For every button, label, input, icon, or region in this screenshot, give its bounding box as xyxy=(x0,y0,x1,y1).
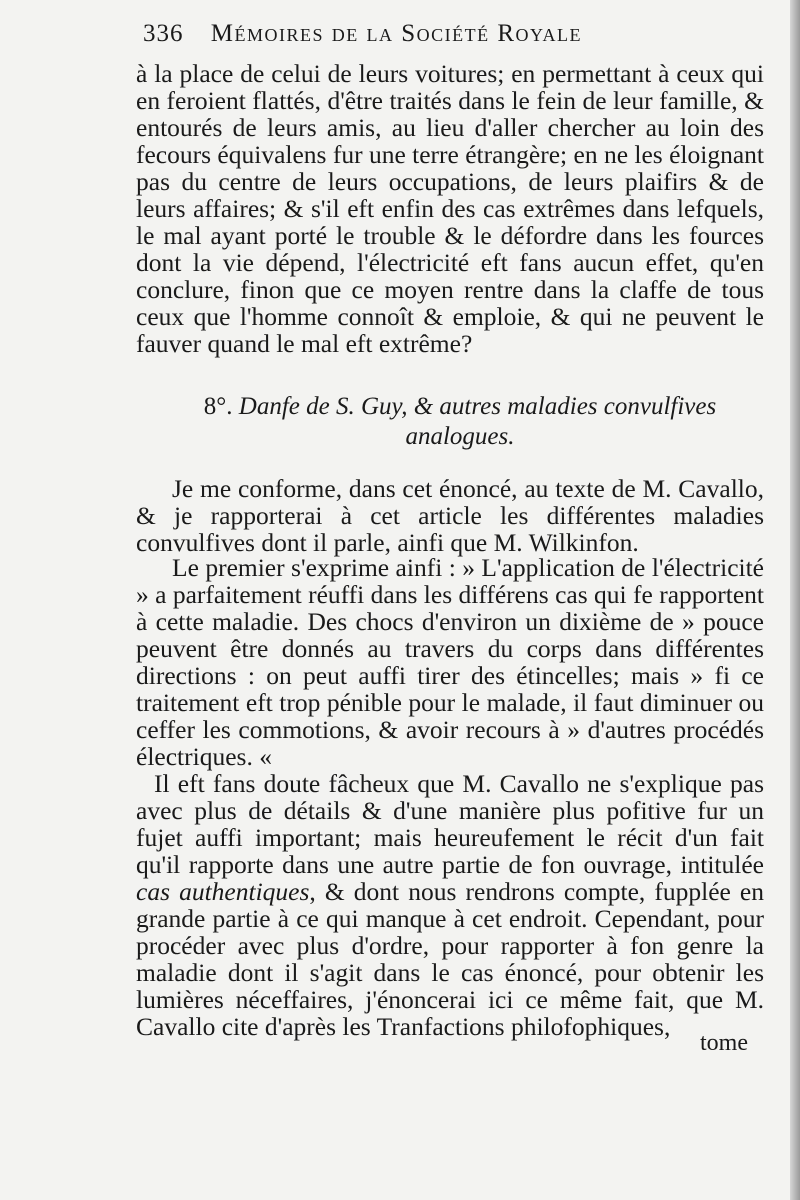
section-number: 8°. xyxy=(203,393,233,420)
page-edge-shadow xyxy=(790,0,800,1200)
paragraph-intro: Je me conforme, dans cet énoncé, au texte de M. Cavallo, & je rapporterai à cet article les différentes maladies convulfives dont il parle, ainfi que M. Wilkinfon. xyxy=(136,474,764,557)
paragraph-quotation: Le premier s'exprime ainfi : » L'application de l'électricité » a parfaitement réuffi dans les différens cas qui fe rapportent à cette maladie. Des chocs d'environ un dixième de » pouce peuvent être donnés au travers du corps dans différentes directions : on peut auffi tirer des étincelles; mais » fi ce traitement eft trop pénible pour le malade, il faut diminuer ou ceffer les commotions, & avoir recours à » d'autres procédés électriques. « xyxy=(136,553,764,771)
page-number: 336 xyxy=(143,20,184,47)
paragraph-commentary-part-1: Il eft fans doute fâcheux que M. Cavallo ne s'explique pas avec plus de détails & d'une manière plus pofitive fur un fujet auffi important; mais heureufement le récit d'un fait qu'il rapporte dans une autre partie de fon ouvrage, intitulée xyxy=(136,769,764,879)
paragraph-commentary-part-2: , & dont nous rendrons compte, fupplée en grande partie à ce qui manque à cet endroit. Cependant, pour procéder avec plus d'ordre, pour rapporter à fon genre la maladie dont il s'agit dans le cas énoncé, pour obtenir les lumières néceffaires, j'énoncerai ici ce même fait, que M. Cavallo cite d'après les Tranfactions philofophiques, xyxy=(136,877,764,1041)
section-heading xyxy=(160,392,760,452)
catchword: tome xyxy=(700,1030,748,1056)
paragraph-commentary xyxy=(136,770,764,1040)
paragraph-continuation: à la place de celui de leurs voitures; en permettant à ceux qui en feroient flattés, d'être traités dans le fein de leur famille, & entourés de leurs amis, au lieu d'aller chercher au loin des fecours équivalens fur une terre étrangère; en ne les éloignant pas du centre de leurs occupations, de leurs plaifirs & de leurs affaires; & s'il eft enfin des cas extrêmes dans lefquels, le mal ayant porté le trouble & le défordre dans les fources dont la vie dépend, l'électricité eft fans aucun effet, qu'en conclure, finon que ce moyen rentre dans la claffe de tous ceux que l'homme connoît & emploie, & qui ne peuvent le fauver quand le mal eft extrême? xyxy=(136,59,764,358)
paragraph-commentary-italic: cas authentiques xyxy=(136,877,310,906)
running-title: Mémoires de la Société Royale xyxy=(210,20,583,47)
section-title: Danfe de S. Guy, & autres maladies convulfives analogues. xyxy=(238,393,717,450)
running-head xyxy=(143,20,703,60)
